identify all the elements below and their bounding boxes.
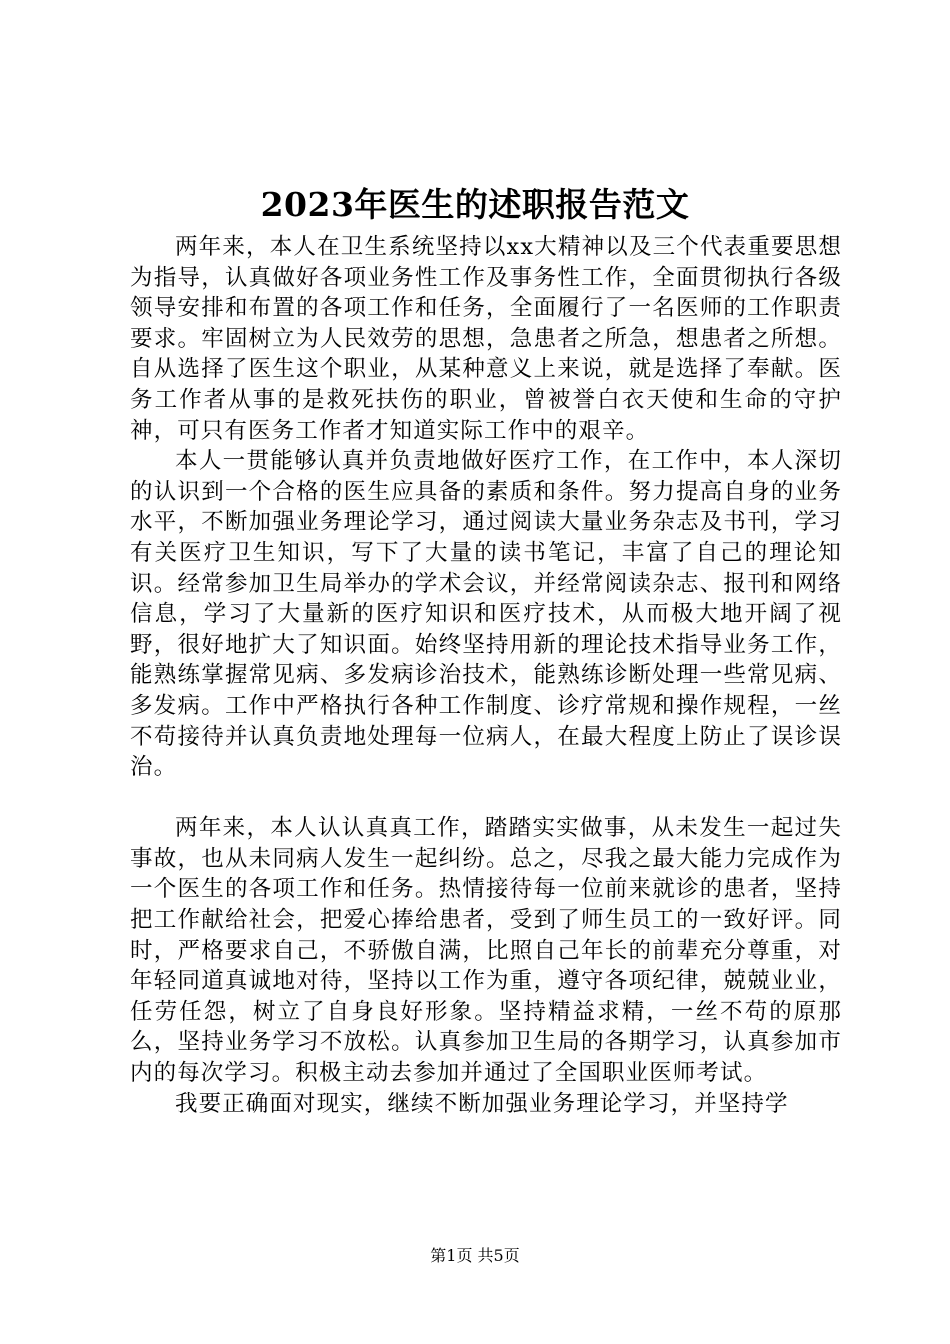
paragraph-1: 两年来，本人在卫生系统坚持以xx大精神以及三个代表重要思想为指导，认真做好各项业务性工作及事务性工作，全面贯彻执行各级领导安排和布置的各项工作和任务，全面履行了一名医师的工作职责要求。牢固树立为人民效劳的思想，急患者之所急，想患者之所想。自从选择了医生这个职业，从某种意义上来说，就是选择了奉献。医务工作者从事的是救死扶伤的职业，曾被誉白衣天使和生命的守护神，可只有医务工作者才知道实际工作中的艰辛。 [130,234,842,444]
page-number-footer: 第1页 共5页 [430,1246,520,1265]
paragraph-2: 本人一贯能够认真并负责地做好医疗工作，在工作中，本人深切的认识到一个合格的医生应具备的素质和条件。努力提高自身的业务水平，不断加强业务理论学习，通过阅读大量业务杂志及书刊，学习有关医疗卫生知识，写下了大量的读书笔记，丰富了自己的理论知识。经常参加卫生局举办的学术会议，并经常阅读杂志、报刊和网络信息，学习了大量新的医疗知识和医疗技术，从而极大地开阔了视野，很好地扩大了知识面。始终坚持用新的理论技术指导业务工作，能熟练掌握常见病、多发病诊治技术，能熟练诊断处理一些常见病、多发病。工作中严格执行各种工作制度、诊疗常规和操作规程，一丝不苟接待并认真负责地处理每一位病人，在最大程度上防止了误诊误治。 [130,448,842,781]
paragraph-3: 两年来，本人认认真真工作，踏踏实实做事，从未发生一起过失事故，也从未同病人发生一起纠纷。总之，尽我之最大能力完成作为一个医生的各项工作和任务。热情接待每一位前来就诊的患者，坚持把工作献给社会，把爱心捧给患者，受到了师生员工的一致好评。同时，严格要求自己，不骄傲自满，比照自己年长的前辈充分尊重，对年轻同道真诚地对待，坚持以工作为重，遵守各项纪律，兢兢业业，任劳任怨，树立了自身良好形象。坚持精益求精，一丝不苟的原那么，坚持业务学习不放松。认真参加卫生局的各期学习，认真参加市内的每次学习。积极主动去参加并通过了全国职业医师考试。 [130,815,842,1087]
document-title: 2023年医生的述职报告范文 [260,185,690,224]
document-body [130,232,842,1119]
paragraph-4: 我要正确面对现实，继续不断加强业务理论学习，并坚持学 [175,1090,789,1117]
